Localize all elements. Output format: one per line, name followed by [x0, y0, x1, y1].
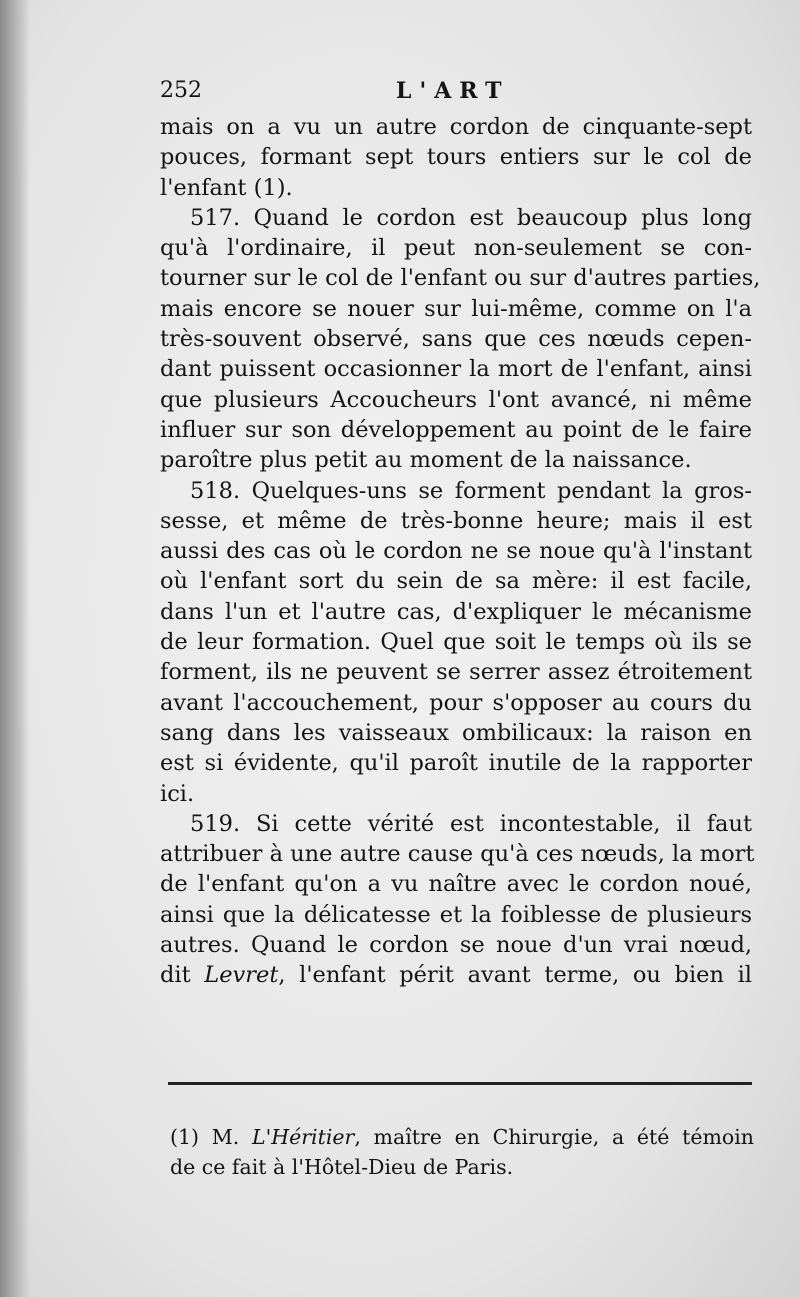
text-line: pouces, formant sept tours entiers sur le col de	[160, 144, 752, 171]
footnote-author: L'Héritier	[251, 1125, 355, 1149]
footnote	[170, 1122, 754, 1182]
page-number: 252	[160, 78, 202, 103]
cited-author: Levret	[204, 962, 279, 989]
text-line: ici.	[160, 780, 195, 807]
footnote-rule	[168, 1082, 752, 1085]
text-line: mais on a vu un autre cordon de cinquante-sept	[160, 114, 752, 140]
text-line: dit Levret, l'enfant périt avant terme, ou bien il	[160, 962, 752, 989]
text-line: qu'à l'ordinaire, il peut non-seulement se con-	[160, 235, 752, 262]
text-line: très-souvent observé, sans que ces nœuds cepen-	[160, 326, 752, 353]
body-text	[160, 112, 761, 991]
text-line: dans l'un et l'autre cas, d'expliquer le mécanisme	[160, 598, 752, 625]
text-line: ainsi que la délicatesse et la foiblesse de plusieurs	[160, 901, 752, 928]
text-line: sesse, et même de très-bonne heure; mais il est	[160, 507, 752, 534]
text-line: forment, ils ne peuvent se serrer assez étroitement	[160, 659, 752, 686]
text-line: influer sur son développement au point de le faire	[160, 416, 752, 443]
text-line: 519. Si cette vérité est incontestable, il faut	[190, 810, 752, 837]
text-line: mais encore se nouer sur lui-même, comme on l'a	[160, 295, 752, 322]
text-line: sang dans les vaisseaux ombilicaux: la raison en	[160, 719, 752, 746]
running-head: L'ART	[396, 78, 510, 104]
footnote-line-1: (1) M. L'Héritier, maître en Chirurgie, a été témoin	[170, 1125, 755, 1149]
text-line: où l'enfant sort du sein de sa mère: il est facile,	[160, 568, 752, 595]
text-line: tourner sur le col de l'enfant ou sur d'autres parties,	[160, 265, 761, 292]
text-line: de leur formation. Quel que soit le temps où ils se	[160, 629, 752, 656]
text-line: dant puissent occasionner la mort de l'enfant, ainsi	[160, 356, 752, 383]
text-line: 517. Quand le cordon est beaucoup plus long	[190, 204, 752, 231]
text-line: attribuer à une autre cause qu'à ces nœuds, la mort	[160, 841, 755, 868]
text-line: aussi des cas où le cordon ne se noue qu'à l'instant	[160, 538, 752, 565]
text-line: que plusieurs Accoucheurs l'ont avancé, ni même	[160, 386, 752, 413]
text-line: autres. Quand le cordon se noue d'un vrai nœud,	[160, 932, 752, 959]
text-line: l'enfant (1).	[160, 174, 293, 201]
text-line: 518. Quelques-uns se forment pendant la gros-	[190, 477, 752, 504]
text-line: paroître plus petit au moment de la naissance.	[160, 447, 692, 474]
text-line: est si évidente, qu'il paroît inutile de la rapporter	[160, 750, 752, 777]
text-line: avant l'accouchement, pour s'opposer au cours du	[160, 689, 752, 716]
page-gutter-shadow	[0, 0, 30, 1297]
text-line: de l'enfant qu'on a vu naître avec le cordon noué,	[160, 871, 752, 898]
page-header	[160, 78, 760, 108]
footnote-line-2: de ce fait à l'Hôtel-Dieu de Paris.	[170, 1155, 514, 1179]
